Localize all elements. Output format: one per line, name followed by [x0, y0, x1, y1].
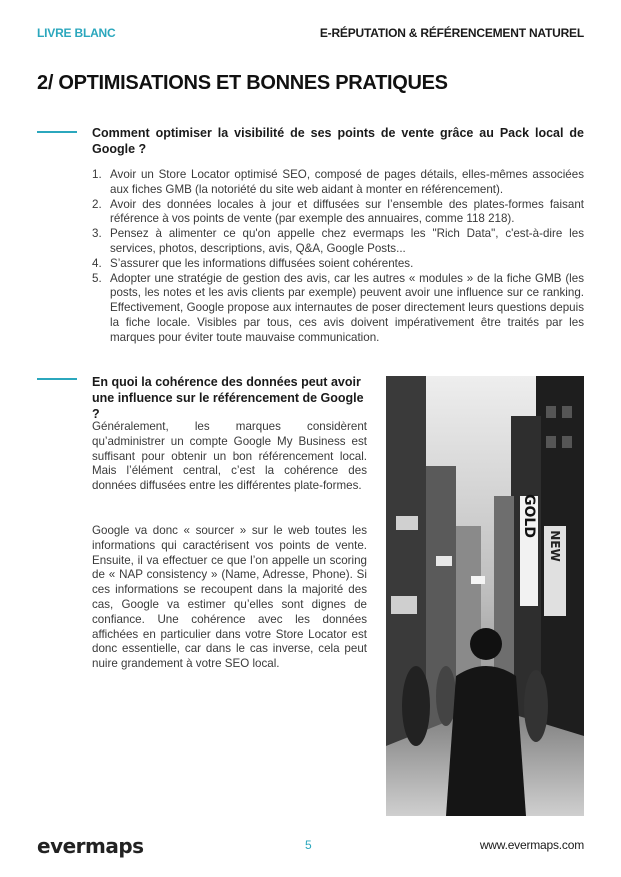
- list-text: Avoir un Store Locator optimisé SEO, composé de pages détails, elles-mêmes associées aux fiches GMB (la notoriété du site web aidant à monter en référencement).: [110, 168, 584, 196]
- photo-sign-gold: GOLD: [521, 494, 537, 538]
- header-label: LIVRE BLANC: [37, 26, 116, 40]
- list-item: [92, 227, 584, 257]
- list-text: Avoir des données locales à jour et diffusées sur l’ensemble des plates-formes faisant référence à vos points de vente (par exemple des annuaires, comme 118 218).: [110, 197, 584, 226]
- list-number: 4.: [92, 256, 102, 270]
- accent-divider: [37, 131, 77, 133]
- body-paragraph-1: Généralement, les marques considèrent qu’administrer un compte Google My Business est suffisant pour obtenir un bon référencement local. Mais l’élément central, c’est la cohérence des données diffusées entre les différentes plate-formes.: [92, 420, 367, 493]
- question-heading-1: Comment optimiser la visibilité de ses points de vente grâce au Pack local de Google ?: [92, 126, 584, 156]
- footer-url[interactable]: www.evermaps.com: [479, 838, 584, 852]
- list-text: Pensez à alimenter ce qu'on appelle chez evermaps les "Rich Data", c'est-à-dire les services, photos, descriptions, avis, Q&A, Google Posts...: [110, 227, 584, 255]
- list-item: [92, 168, 584, 198]
- question-heading-2: En quoi la cohérence des données peut avoir une influence sur le référencement de Google ?: [92, 375, 364, 421]
- tips-list: [92, 168, 584, 346]
- photo-sign-new: NEW: [548, 530, 562, 562]
- street-photo: [386, 376, 584, 816]
- list-item: [92, 272, 584, 346]
- list-number: 2.: [92, 197, 102, 211]
- list-text: S’assurer que les informations diffusées soient cohérentes.: [110, 256, 414, 270]
- list-item: [92, 257, 584, 272]
- body-paragraph-2: Google va donc « sourcer » sur le web toutes les informations qui caractérisent vos points de vente. Ensuite, il va effectuer ce que l’on appelle un scoring de « NAP consistency » (Name, Adresse, Phone). Si ces informations se recoupent dans la majorité des cas, Google va estimer qu’elles sont dignes de confiance. Une cohérence avec les données affichées en particulier dans votre Store Locator est donc essentielle, car dans le cas inverse, cela peut nuire grandement à votre SEO local.: [92, 524, 367, 671]
- evermaps-logo: evermaps: [37, 834, 144, 858]
- page-number: 5: [305, 838, 312, 852]
- list-text: Adopter une stratégie de gestion des avis, car les autres « modules » de la fiche GMB (les posts, les notes et les avis clients par exemple) peuvent avoir une influence sur ce ranking. Effectivement, Google propose aux internautes de poser directement leurs questions depuis la fiche locale. Visibles par tous, ces avis doivent impérativement être traités par les marques pour éviter toute mauvaise communication.: [110, 271, 584, 344]
- list-item: [92, 198, 584, 228]
- list-number: 3.: [92, 227, 102, 241]
- list-number: 5.: [92, 271, 102, 285]
- list-number: 1.: [92, 168, 102, 181]
- header-topic: E-RÉPUTATION & RÉFÉRENCEMENT NATUREL: [319, 26, 584, 40]
- section-title: 2/ OPTIMISATIONS ET BONNES PRATIQUES: [37, 72, 448, 94]
- accent-divider: [37, 378, 77, 380]
